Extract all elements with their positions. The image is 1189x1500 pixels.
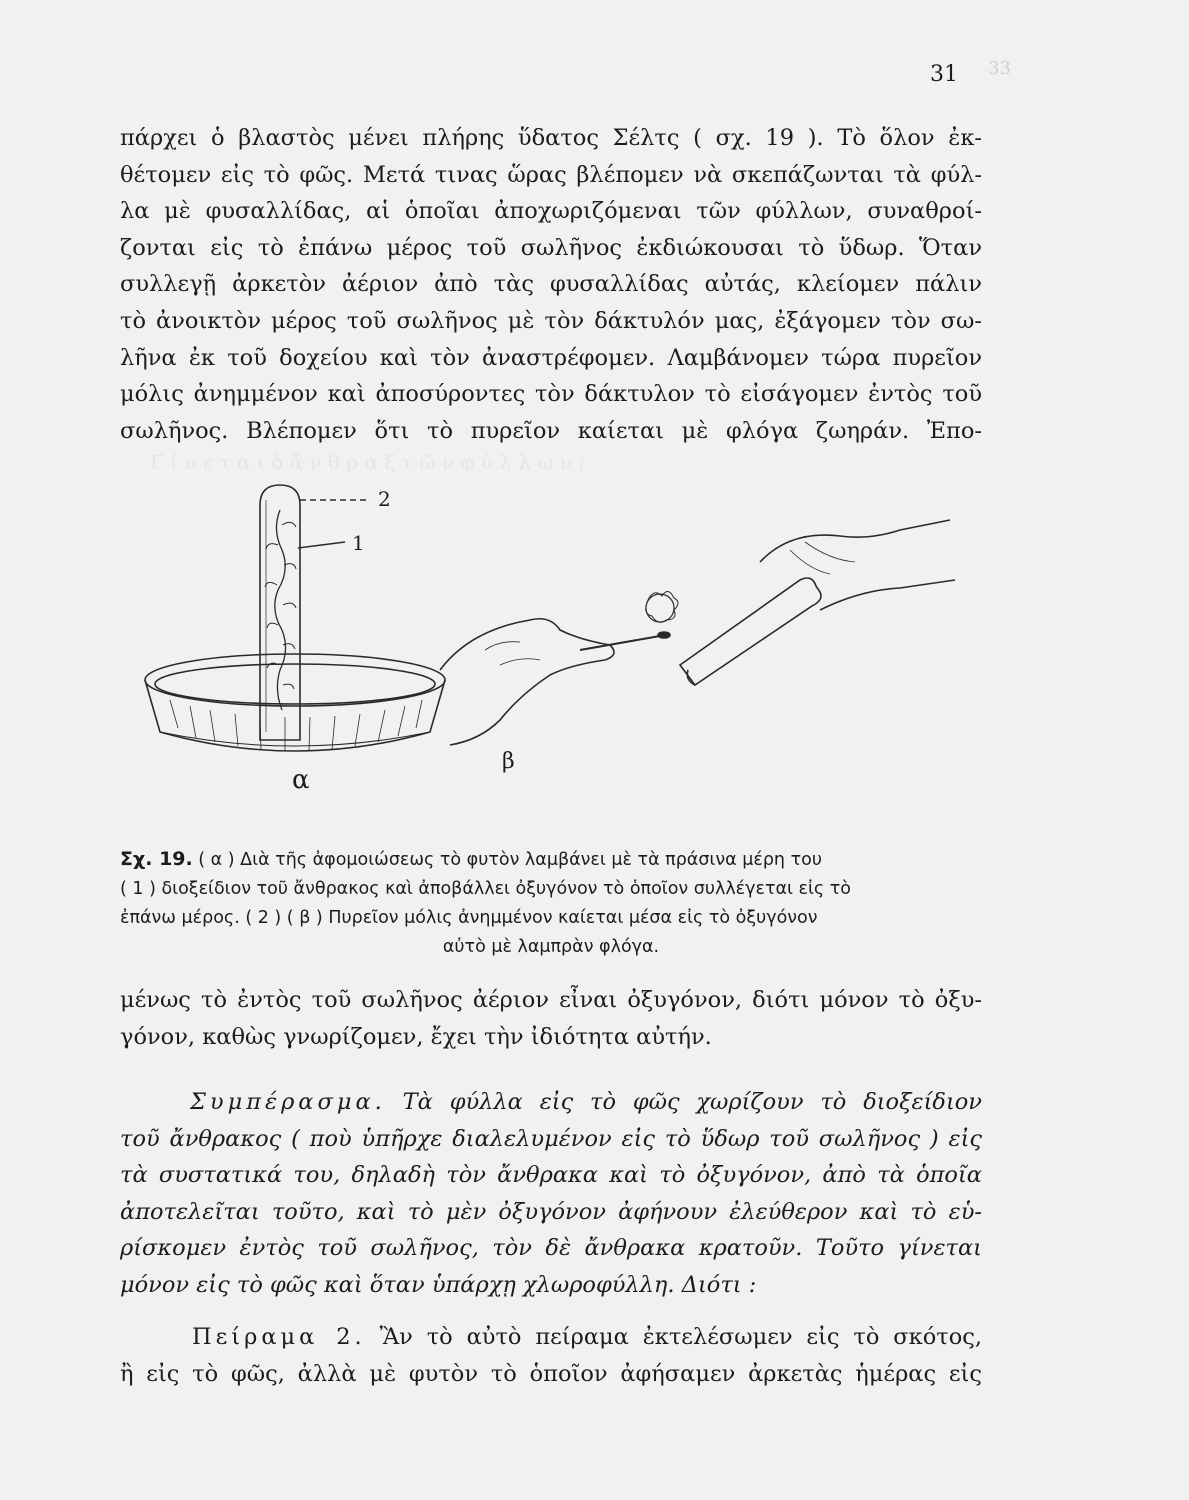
paragraph-continuation: [120, 120, 982, 449]
text-line: [120, 1084, 982, 1121]
text-line: λα μὲ φυσαλλίδας, αἱ ὁποῖαι ἀποχωριζόμεναι τῶν φύλλων, συναθροί-: [120, 198, 982, 225]
caption-label: Σχ. 19.: [120, 848, 193, 870]
paragraph-experiment-2: [120, 1319, 982, 1392]
figure-19: [140, 470, 960, 800]
caption-line: ( 1 ) διοξείδιον τοῦ ἄνθρακος καὶ ἀποβάλλει ὀξυγόνον τὸ ὁποῖον συλλέγεται εἰς τὸ: [120, 879, 851, 899]
text-line: ἀποτελεῖται τοῦτο, καὶ τὸ μὲν ὀξυγόνον ἀφήνουν ἐλεύθερον καὶ τὸ εὑ-: [120, 1198, 982, 1225]
text-line: ἢ εἰς τὸ φῶς, ἀλλὰ μὲ φυτὸν τὸ ὁποῖον ἀφήσαμεν ἀρκετὰς ἡμέρας εἰς: [120, 1360, 982, 1387]
figure-label-2: 2: [378, 487, 391, 511]
caption-line-text: ( α ) Διὰ τῆς ἀφομοιώσεως τὸ φυτὸν λαμβάνει μὲ τὰ πράσινα μέρη του: [192, 850, 822, 870]
bleed-through-text: Γ ί ν ε τ α ι ὁ ἄ ν θ ρ α ξ τ ῶ ν φ ύ λ λ ω ν ;: [150, 450, 586, 474]
hand-with-match: [440, 619, 670, 745]
text-line: τὸ ἀνοικτὸν μέρος τοῦ σωλῆνος μὲ τὸν δάκτυλόν μας, ἐξάγομεν τὸν σω-: [120, 307, 982, 334]
figure-caption: [120, 845, 982, 962]
test-tube-with-plant: [260, 485, 300, 740]
inverted-tube-with-flame: [646, 578, 821, 685]
experiment-heading: Πείραμα 2.: [192, 1324, 366, 1350]
text-line: συλλεγῇ ἀρκετὸν ἀέριον ἀπὸ τὰς φυσαλλίδας αὐτάς, κλείομεν πάλιν: [120, 271, 982, 298]
text-line: μένως τὸ ἐντὸς τοῦ σωλῆνος ἀέριον εἶναι ὀξυγόνον, διότι μόνον τὸ ὀξυ-: [120, 987, 982, 1013]
caption-line: αὐτὸ μὲ λαμπρὰν φλόγα.: [442, 937, 660, 957]
text-line: τοῦ ἄνθρακος ( ποὺ ὑπῆρχε διαλελυμένον εἰς τὸ ὕδωρ τοῦ σωλῆνος ) εἰς: [120, 1125, 982, 1152]
text-line: ζονται εἰς τὸ ἐπάνω μέρος τοῦ σωλῆνος ἐκδιώκουσαι τὸ ὕδωρ. Ὅταν: [120, 234, 982, 261]
conclusion-heading: Συμπέρασμα.: [190, 1089, 386, 1115]
water-basin: [145, 654, 445, 751]
text-line: μόνον εἰς τὸ φῶς καὶ ὅταν ὑπάρχῃ χλωροφύλλη. Διότι :: [120, 1271, 757, 1298]
text-line: μόλις ἀνημμένον καὶ ἀποσύροντες τὸν δάκτυλον τὸ εἰσάγομεν ἐντὸς τοῦ: [120, 381, 982, 408]
text-line: σωλῆνος. Βλέπομεν ὅτι τὸ πυρεῖον καίεται μὲ φλόγα ζωηράν. Ἐπο-: [120, 417, 982, 444]
experiment-line-text: Ἂν τὸ αὐτὸ πείραμα ἐκτελέσωμεν εἰς τὸ σκότος,: [365, 1324, 982, 1350]
text-line: λῆνα ἐκ τοῦ δοχείου καὶ τὸν ἀναστρέφομεν. Λαμβάνομεν τώρα πυρεῖον: [120, 344, 982, 371]
leader-line-1: [298, 542, 345, 548]
text-line: ρίσκομεν ἐντὸς τοῦ σωλῆνος, τὸν δὲ ἄνθρακα κρατοῦν. Τοῦτο γίνεται: [120, 1235, 982, 1262]
figure-label-1: 1: [352, 531, 365, 555]
hand-holding-tube: [760, 520, 955, 610]
paragraph-oxygen: [120, 982, 982, 1055]
figure-label-alpha: α: [292, 765, 310, 795]
text-line: θέτομεν εἰς τὸ φῶς. Μετά τινας ὥρας βλέπομεν νὰ σκεπάζωνται τὰ φύλ-: [120, 161, 982, 188]
paragraph-conclusion: [120, 1084, 982, 1304]
caption-line: ἐπάνω μέρος. ( 2 ) ( β ) Πυρεῖον μόλις ἀνημμένον καίεται μέσα εἰς τὸ ὀξυγόνον: [120, 908, 818, 928]
text-line: γόνον, καθὼς γνωρίζομεν, ἔχει τὴν ἰδιότητα αὐτήν.: [120, 1023, 712, 1050]
caption-line: [120, 845, 982, 875]
text-line: πάρχει ὁ βλαστὸς μένει πλήρης ὕδατος Σέλτς ( σχ. 19 ). Τὸ ὅλον ἐκ-: [120, 125, 982, 151]
text-line: τὰ συστατικά του, δηλαδὴ τὸν ἄνθρακα καὶ τὸ ὀξυγόνον, ἀπὸ τὰ ὁποῖα: [120, 1162, 982, 1189]
figure-illustration: [140, 470, 960, 800]
conclusion-line-text: Τὰ φύλλα εἰς τὸ φῶς χωρίζουν τὸ διοξείδιον: [385, 1089, 982, 1115]
text-line: [120, 1319, 982, 1356]
page-number: 31: [930, 62, 958, 87]
page-number-ghost: 33: [988, 58, 1011, 79]
figure-label-beta: β: [502, 749, 515, 774]
